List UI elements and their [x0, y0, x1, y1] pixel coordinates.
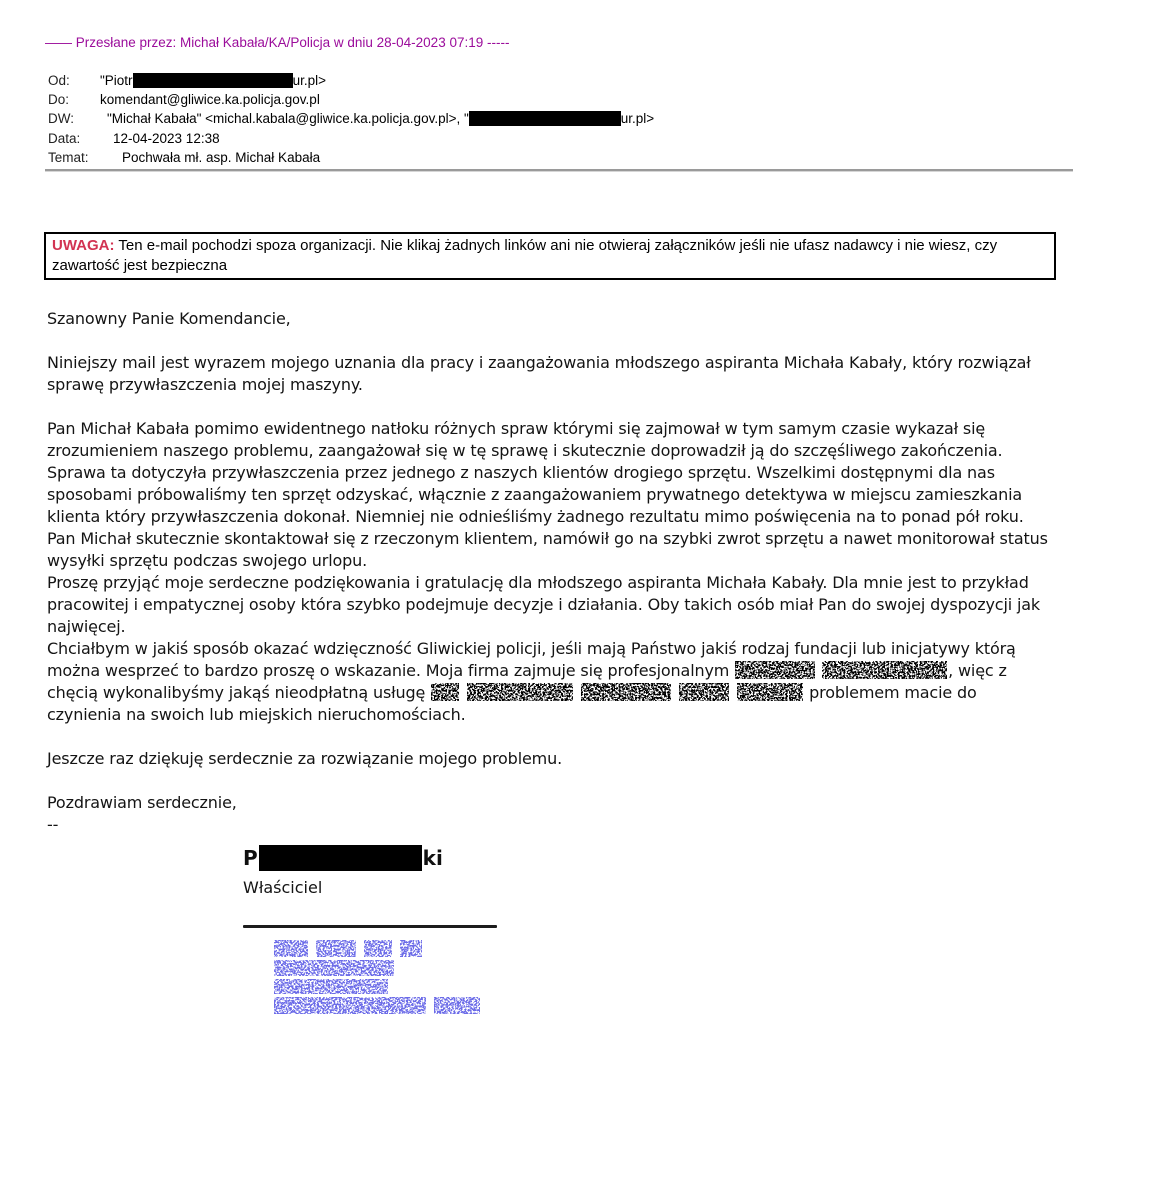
cc-value-prefix: "Michał Kabała" <michal.kabala@gliwice.ka.policja.gov.pl>, " [107, 111, 469, 126]
from-value-prefix: "Piotr [100, 73, 133, 88]
redacted-scribble-chunk [274, 960, 394, 976]
header-row-to [48, 90, 654, 109]
subject-value: Pochwała mł. asp. Michał Kabała [122, 150, 321, 165]
cc-value-suffix: ur.pl> [620, 111, 655, 126]
email-body [47, 308, 1052, 836]
redacted-scribble-chunk [274, 997, 426, 1014]
header-row-cc [48, 109, 654, 128]
external-sender-warning [44, 232, 1056, 280]
redacted-scribble-chunk [364, 940, 392, 957]
from-value-suffix: ur.pl> [292, 73, 326, 88]
body-paragraph: -- [47, 815, 59, 834]
header-divider-line [45, 169, 1073, 172]
redacted-scribble [273, 939, 423, 958]
header-row-from [48, 71, 654, 90]
redacted-scribble [273, 996, 481, 1015]
redacted-black-bar [469, 111, 621, 126]
redacted-scribble-chunk [316, 940, 356, 957]
redacted-scribble-chunk [679, 683, 729, 701]
cc-label: DW: [48, 111, 74, 126]
warning-text: Ten e-mail pochodzi spoza organizacji. Nie klikaj żadnych linków ani nie otwieraj załączników jeśli nie ufasz nadawcy i nie wiesz, czy zawartość jest bezpieczna [52, 237, 998, 274]
subject-label: Temat: [48, 150, 89, 165]
redacted-scribble [430, 683, 804, 702]
redacted-scribble-chunk [431, 683, 459, 701]
redacted-scribble-chunk [274, 979, 388, 994]
signature-name-suffix: ki [422, 846, 443, 870]
redacted-contact-line [273, 960, 497, 976]
forwarded-by-line: —— Przesłane przez: Michał Kabała/KA/Policja w dniu 28-04-2023 07:19 ----- [45, 35, 510, 50]
from-label: Od: [48, 73, 70, 88]
date-value: 12-04-2023 12:38 [113, 131, 220, 146]
redacted-scribble [734, 661, 816, 680]
redacted-contact-line [273, 940, 497, 957]
redacted-scribble [273, 958, 395, 977]
cc-value [100, 109, 654, 128]
signature-name-prefix: P [243, 846, 258, 870]
redacted-black-bar [259, 845, 422, 871]
signature-name [243, 845, 497, 871]
signature-title: Właściciel [243, 878, 323, 897]
redacted-scribble-chunk [581, 683, 671, 701]
date-label: Data: [48, 131, 81, 146]
warning-prefix: UWAGA: [52, 237, 115, 254]
redacted-scribble-chunk [735, 661, 815, 679]
redacted-scribble-chunk [737, 683, 803, 701]
redacted-scribble-chunk [274, 940, 308, 957]
redacted-scribble-chunk [400, 940, 422, 957]
body-paragraph: Jeszcze raz dziękuję serdecznie za rozwiązanie mojego problemu. [47, 749, 563, 768]
signature-contact-redacted [273, 940, 497, 1014]
redacted-scribble-chunk [467, 683, 573, 701]
body-paragraph: Szanowny Panie Komendancie, [47, 309, 291, 328]
body-paragraph: Pan Michał Kabała pomimo ewidentnego natłoku różnych spraw którymi się zajmował w tym samym czasie wykazał się zrozumieniem naszego problemu, zaangażował się w tę sprawę i skutecznie doprowadził ją do szczęśliwego zakończenia. Sprawa ta dotyczyła przywłaszczenia przez jednego z naszych klientów drogiego sprzętu. Wszelkimi dostępnymi dla nas sposobami próbowaliśmy ten sprzęt odzyskać, włącznie z zaangażowaniem prywatnego detektywa w miejscu zamieszkania klienta który przywłaszczenia dokonał. Niemniej nie odnieśliśmy żadnego rezultatu mimo poświęcenia na to ponad pół roku. Pan Michał skutecznie skontaktował się z rzeczonym klientem, namówił go na szybki zwrot sprzętu a nawet monitorował status wysyłki sprzętu podczas swojego urlopu. [47, 419, 1048, 570]
redacted-contact-line [273, 979, 497, 994]
redacted-scribble [273, 976, 389, 995]
header-row-subject [48, 148, 654, 167]
signature-divider-line [243, 925, 497, 928]
body-paragraph: Pozdrawiam serdecznie, [47, 793, 237, 812]
redacted-contact-line [273, 997, 497, 1014]
header-row-date [48, 129, 654, 148]
to-label: Do: [48, 92, 70, 107]
redacted-scribble-chunk [822, 661, 947, 679]
signature-block [243, 845, 497, 1017]
redacted-black-bar [133, 73, 293, 88]
from-value [100, 71, 326, 90]
redacted-scribble [821, 661, 948, 680]
to-value: komendant@gliwice.ka.policja.gov.pl [100, 92, 320, 107]
email-header [48, 71, 654, 167]
body-paragraph: Niniejszy mail jest wyrazem mojego uznania dla pracy i zaangażowania młodszego aspiranta Michała Kabały, który rozwiązał sprawę przywłaszczenia mojej maszyny. [47, 353, 1031, 394]
redacted-scribble-chunk [434, 997, 480, 1014]
body-paragraph: Proszę przyjąć moje serdeczne podziękowania i gratulację dla młodszego aspiranta Michała Kabały. Dla mnie jest to przykład pracowitej i empatycznej osoby która szybko podejmuje decyzje i działania. Oby takich osób miał Pan do swojej dyspozycji jak najwięcej. [47, 573, 1041, 636]
body-paragraph: Chciałbym w jakiś sposób okazać wdzięczność Gliwickiej policji, jeśli mają Państwo jakiś rodzaj fundacji lub inicjatywy którą można wesprzeć to bardzo proszę o wskazanie. Moja firma zajmuje się profesjonalnym , więc z chęcią wykonalibyśmy jakąś nieodpłatną usługę problemem macie do czynienia na swoich lub miejskich nieruchomościach. [47, 639, 1016, 724]
